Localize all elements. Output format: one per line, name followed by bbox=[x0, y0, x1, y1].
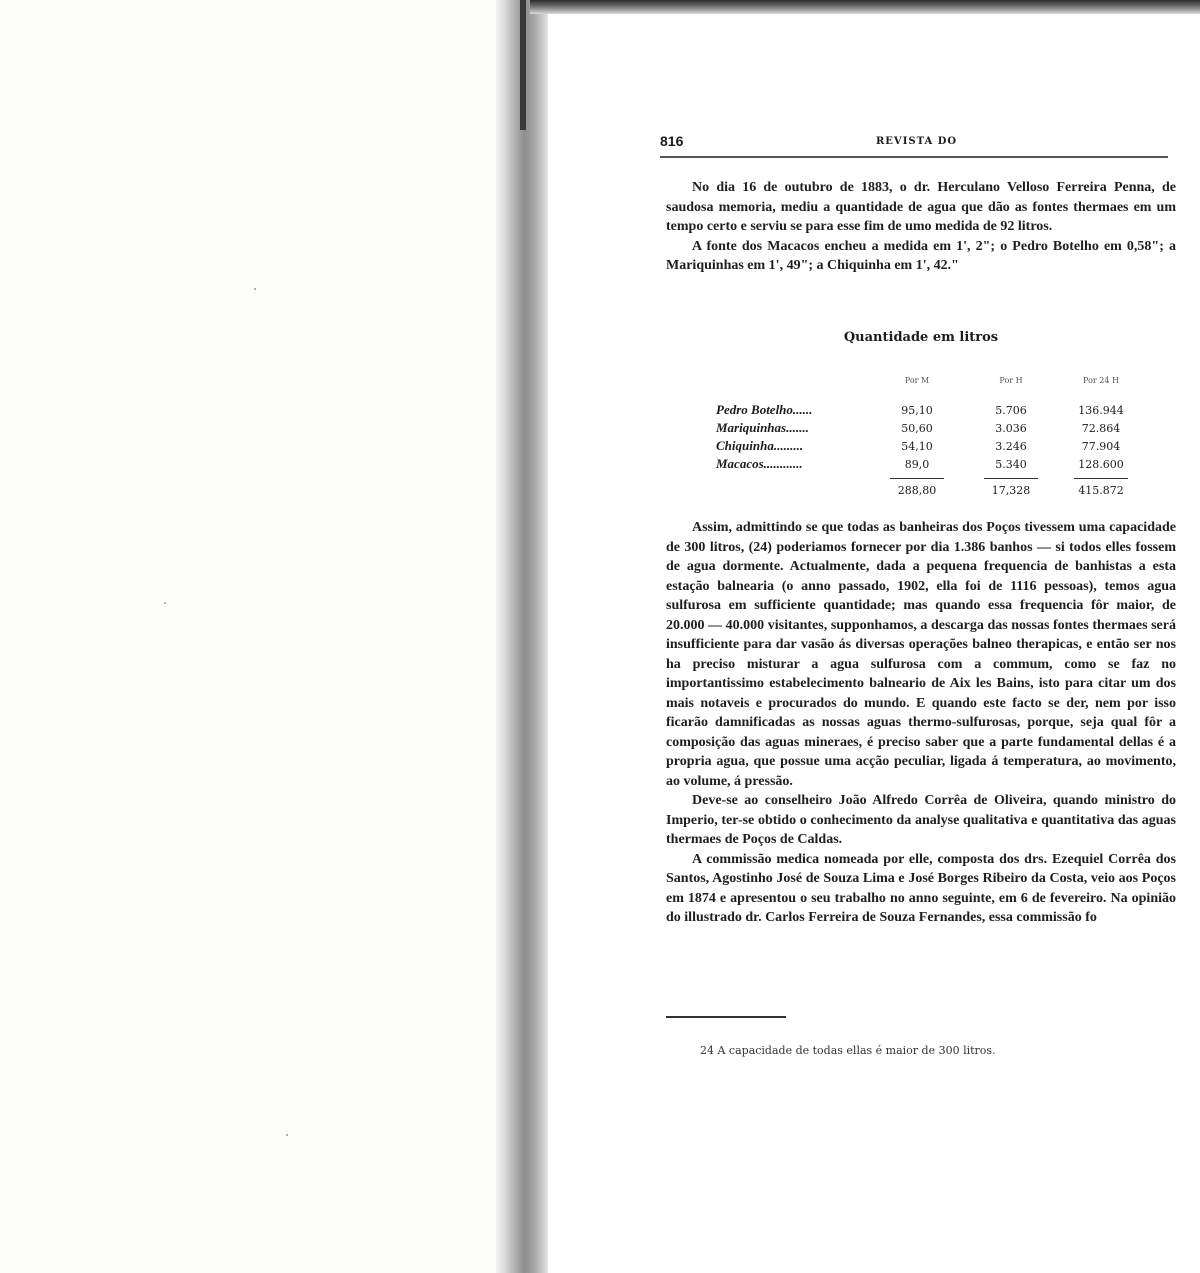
sum-rule bbox=[890, 478, 944, 479]
table-cell: 72.864 bbox=[1081, 422, 1121, 435]
table-cell: 50,60 bbox=[901, 422, 933, 435]
paragraph-1: No dia 16 de outubro de 1883, o dr. Herculano Velloso Ferreira Penna, de saudosa memoria, mediu a quantidade de agua que dão as fontes thermaes em um tempo certo e serviu se para esse fim de umo medida de 92 litros. bbox=[666, 180, 1176, 234]
page-speck bbox=[286, 1134, 288, 1136]
intro-text bbox=[666, 178, 1176, 276]
footnote-rule bbox=[666, 1016, 786, 1018]
table-total: 415.872 bbox=[1078, 484, 1124, 497]
column-header-per-day: Por 24 H bbox=[1083, 376, 1119, 385]
table-title: Quantidade em litros bbox=[843, 330, 999, 345]
table-row-label: Mariquinhas....... bbox=[716, 420, 809, 435]
table-cell: 77.904 bbox=[1081, 440, 1121, 453]
page-speck bbox=[254, 288, 256, 290]
table-total: 288,80 bbox=[897, 484, 937, 497]
table-cell: 3.246 bbox=[995, 440, 1027, 453]
body-text bbox=[666, 518, 1176, 928]
column-header-per-hour: Por H bbox=[999, 376, 1023, 385]
page-speck bbox=[164, 602, 166, 604]
book-spine-shadow bbox=[496, 0, 548, 1273]
header-rule bbox=[660, 156, 1168, 158]
paragraph-4: Deve-se ao conselheiro João Alfredo Corrêa de Oliveira, quando ministro do Imperio, ter-se obtido o conhecimento da analyse qualitativa e quantitativa das aguas thermaes de Poços de Caldas. bbox=[666, 793, 1176, 847]
paragraph-3: Assim, admittindo se que todas as banheiras dos Poços tivessem uma capacidade de 300 litros, (24) poderiamos fornecer por dia 1.386 banhos — si todos elles fossem de agua dormente. Actualmente, dada a pequena frequencia de banhistas a esta estação balnearia (o anno passado, 1902, ella foi de 1116 pessoas), temos agua sulfurosa em sufficiente quantidade; mas quando essa frequencia fôr maior, de 20.000 — 40.000 visitantes, supponhamos, a descarga das nossas fontes thermaes será insufficiente para dar vasão ás diversas operações balneo therapicas, e então ser nos ha preciso misturar a agua sulfurosa com a commum, como se faz no importantissimo estabelecimento balneario de Aix les Bains, isto para citar um dos mais notaveis e procurados do mundo. E quando este facto se der, nem por isso ficarão damnificadas as nossas aguas thermo-sulfurosas, porque, seja qual fôr a composição das aguas mineraes, é preciso saber que a parte fundamental dellas é a propria agua, que possue uma acção peculiar, ligada á temperatura, ao movimento, ao volume, á pressão. bbox=[666, 520, 1176, 789]
table-cell: 3.036 bbox=[995, 422, 1027, 435]
table-cell: 128.600 bbox=[1078, 458, 1124, 471]
book-spine-edge bbox=[520, 0, 526, 130]
column-header-per-minute: Por M bbox=[904, 376, 930, 385]
paragraph-5: A commissão medica nomeada por elle, composta dos drs. Ezequiel Corrêa dos Santos, Agostinho José de Souza Lima e José Borges Ribeiro da Costa, veio aos Poços em 1874 e apresentou o seu trabalho no anno seguinte, em 6 de fevereiro. Na opinião do illustrado dr. Carlos Ferreira de Souza Fernandes, essa commissão fo bbox=[666, 851, 1176, 925]
table-cell: 54,10 bbox=[901, 440, 933, 453]
sum-rule bbox=[1074, 478, 1128, 479]
table-row-label: Macacos............ bbox=[716, 456, 803, 471]
table-cell: 5.340 bbox=[995, 458, 1027, 471]
table-row-label: Pedro Botelho...... bbox=[716, 402, 813, 417]
table-cell: 136.944 bbox=[1078, 404, 1124, 417]
footnote: 24 A capacidade de todas ellas é maior de 300 litros. bbox=[700, 1044, 996, 1057]
paragraph-2: A fonte dos Macacos encheu a medida em 1', 2"; o Pedro Botelho em 0,58"; a Mariquinhas em 1', 49"; a Chiquinha em 1', 42." bbox=[666, 238, 1176, 273]
table-cell: 89,0 bbox=[904, 458, 930, 471]
table-total: 17,328 bbox=[991, 484, 1031, 497]
table-cell: 5.706 bbox=[995, 404, 1027, 417]
left-blank-page bbox=[0, 0, 500, 1273]
page-top-edge bbox=[530, 0, 1200, 14]
table-cell: 95,10 bbox=[901, 404, 933, 417]
running-head: REVISTA DO bbox=[876, 136, 958, 147]
sum-rule bbox=[984, 478, 1038, 479]
page-number: 816 bbox=[660, 133, 684, 149]
table-row-label: Chiquinha......... bbox=[716, 438, 804, 453]
